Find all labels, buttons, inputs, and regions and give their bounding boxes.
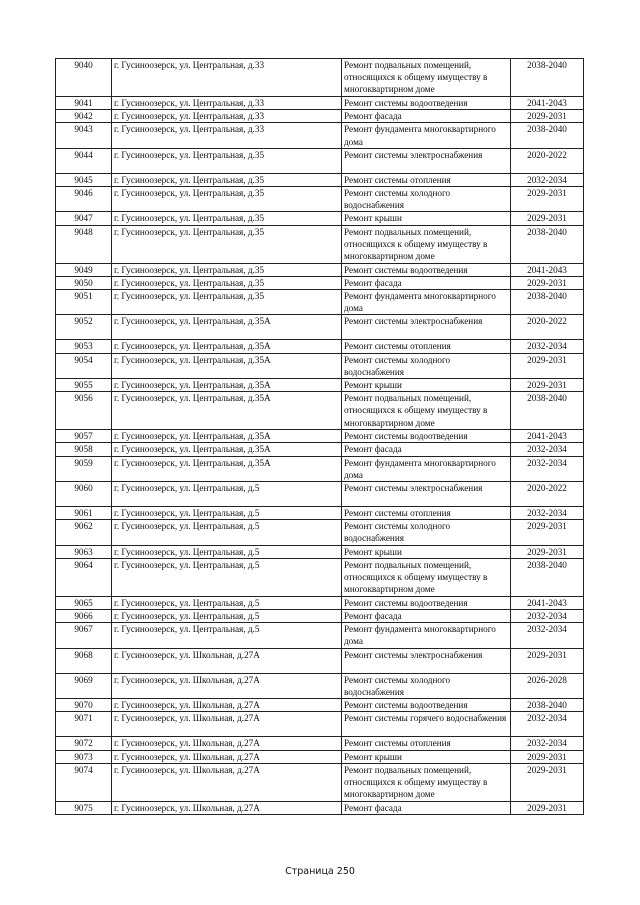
work-type-cell: Ремонт системы отопления — [342, 340, 511, 353]
address-cell: г. Гусиноозерск, ул. Центральная, д.35 — [112, 225, 342, 263]
period-cell: 2029-2031 — [511, 212, 584, 225]
work-type-cell: Ремонт системы холодного водоснабжения — [342, 353, 511, 378]
period-cell: 2032-2034 — [511, 443, 584, 456]
address-cell: г. Гусиноозерск, ул. Центральная, д.5 — [112, 545, 342, 558]
row-number: 9040 — [56, 59, 112, 97]
work-type-cell: Ремонт системы водоотведения — [342, 97, 511, 110]
address-cell: г. Гусиноозерск, ул. Центральная, д.35 — [112, 173, 342, 186]
table-row — [56, 276, 584, 289]
row-number: 9045 — [56, 173, 112, 186]
period-cell: 2029-2031 — [511, 801, 584, 814]
table-row — [56, 430, 584, 443]
period-cell: 2038-2040 — [511, 392, 584, 430]
period-cell: 2032-2034 — [511, 610, 584, 623]
table-row — [56, 750, 584, 763]
row-number: 9046 — [56, 187, 112, 212]
work-type-cell: Ремонт системы водоотведения — [342, 430, 511, 443]
work-type-cell: Ремонт подвальных помещений, относящихся к общему имуществу в многоквартирном доме — [342, 59, 511, 97]
table-row — [56, 443, 584, 456]
address-cell: г. Гусиноозерск, ул. Центральная, д.33 — [112, 97, 342, 110]
table-row — [56, 673, 584, 698]
table-row — [56, 507, 584, 520]
table-row — [56, 173, 584, 186]
address-cell: г. Гусиноозерск, ул. Центральная, д.5 — [112, 596, 342, 609]
period-cell: 2029-2031 — [511, 187, 584, 212]
row-number: 9055 — [56, 379, 112, 392]
table-row — [56, 596, 584, 609]
address-cell: г. Гусиноозерск, ул. Центральная, д.5 — [112, 482, 342, 507]
work-type-cell: Ремонт системы холодного водоснабжения — [342, 187, 511, 212]
period-cell: 2020-2022 — [511, 482, 584, 507]
period-cell: 2029-2031 — [511, 379, 584, 392]
work-type-cell: Ремонт фундамента многоквартирного дома — [342, 456, 511, 481]
work-type-cell: Ремонт системы холодного водоснабжения — [342, 520, 511, 545]
work-type-cell: Ремонт системы электроснабжения — [342, 482, 511, 507]
address-cell: г. Гусиноозерск, ул. Школьная, д.27А — [112, 673, 342, 698]
table-row — [56, 699, 584, 712]
period-cell: 2032-2034 — [511, 712, 584, 737]
table-row — [56, 212, 584, 225]
table-row — [56, 148, 584, 173]
table-row — [56, 123, 584, 148]
table-row — [56, 110, 584, 123]
period-cell: 2038-2040 — [511, 558, 584, 596]
table-row — [56, 545, 584, 558]
work-type-cell: Ремонт фасада — [342, 443, 511, 456]
work-type-cell: Ремонт системы отопления — [342, 507, 511, 520]
period-cell: 2038-2040 — [511, 225, 584, 263]
period-cell: 2038-2040 — [511, 123, 584, 148]
table-row — [56, 482, 584, 507]
work-type-cell: Ремонт системы электроснабжения — [342, 648, 511, 673]
table-row — [56, 59, 584, 97]
row-number: 9075 — [56, 801, 112, 814]
row-number: 9074 — [56, 763, 112, 801]
period-cell: 2029-2031 — [511, 545, 584, 558]
period-cell: 2032-2034 — [511, 173, 584, 186]
period-cell: 2038-2040 — [511, 699, 584, 712]
address-cell: г. Гусиноозерск, ул. Центральная, д.5 — [112, 623, 342, 648]
address-cell: г. Гусиноозерск, ул. Центральная, д.33 — [112, 59, 342, 97]
row-number: 9060 — [56, 482, 112, 507]
address-cell: г. Гусиноозерск, ул. Школьная, д.27А — [112, 712, 342, 737]
row-number: 9063 — [56, 545, 112, 558]
row-number: 9065 — [56, 596, 112, 609]
row-number: 9064 — [56, 558, 112, 596]
row-number: 9050 — [56, 276, 112, 289]
table-row — [56, 520, 584, 545]
table-row — [56, 648, 584, 673]
work-type-cell: Ремонт крыши — [342, 212, 511, 225]
row-number: 9052 — [56, 315, 112, 340]
period-cell: 2038-2040 — [511, 290, 584, 315]
work-type-cell: Ремонт системы электроснабжения — [342, 315, 511, 340]
address-cell: г. Гусиноозерск, ул. Школьная, д.27А — [112, 750, 342, 763]
page-number: Страница 250 — [285, 866, 355, 877]
work-type-cell: Ремонт системы холодного водоснабжения — [342, 673, 511, 698]
table-row — [56, 315, 584, 340]
table-row — [56, 623, 584, 648]
work-type-cell: Ремонт системы водоотведения — [342, 699, 511, 712]
period-cell: 2032-2034 — [511, 507, 584, 520]
table-row — [56, 610, 584, 623]
period-cell: 2029-2031 — [511, 520, 584, 545]
table-row — [56, 558, 584, 596]
period-cell: 2041-2043 — [511, 596, 584, 609]
row-number: 9066 — [56, 610, 112, 623]
period-cell: 2026-2028 — [511, 673, 584, 698]
work-type-cell: Ремонт системы водоотведения — [342, 263, 511, 276]
address-cell: г. Гусиноозерск, ул. Центральная, д.35 — [112, 187, 342, 212]
period-cell: 2020-2022 — [511, 315, 584, 340]
row-number: 9047 — [56, 212, 112, 225]
address-cell: г. Гусиноозерск, ул. Центральная, д.33 — [112, 110, 342, 123]
work-type-cell: Ремонт крыши — [342, 750, 511, 763]
address-cell: г. Гусиноозерск, ул. Центральная, д.35А — [112, 430, 342, 443]
row-number: 9048 — [56, 225, 112, 263]
address-cell: г. Гусиноозерск, ул. Центральная, д.35А — [112, 353, 342, 378]
address-cell: г. Гусиноозерск, ул. Школьная, д.27А — [112, 737, 342, 750]
period-cell: 2041-2043 — [511, 263, 584, 276]
table-row — [56, 187, 584, 212]
work-type-cell: Ремонт фасада — [342, 110, 511, 123]
row-number: 9051 — [56, 290, 112, 315]
period-cell: 2029-2031 — [511, 110, 584, 123]
work-type-cell: Ремонт системы отопления — [342, 737, 511, 750]
address-cell: г. Гусиноозерск, ул. Центральная, д.35А — [112, 443, 342, 456]
repair-schedule-table — [55, 58, 584, 815]
table-row — [56, 763, 584, 801]
table-row — [56, 340, 584, 353]
work-type-cell: Ремонт подвальных помещений, относящихся к общему имуществу в многоквартирном доме — [342, 225, 511, 263]
address-cell: г. Гусиноозерск, ул. Центральная, д.5 — [112, 558, 342, 596]
row-number: 9061 — [56, 507, 112, 520]
work-type-cell: Ремонт подвальных помещений, относящихся к общему имуществу в многоквартирном доме — [342, 558, 511, 596]
period-cell: 2029-2031 — [511, 750, 584, 763]
table-row — [56, 263, 584, 276]
address-cell: г. Гусиноозерск, ул. Школьная, д.27А — [112, 648, 342, 673]
period-cell: 2041-2043 — [511, 430, 584, 443]
period-cell: 2029-2031 — [511, 276, 584, 289]
address-cell: г. Гусиноозерск, ул. Школьная, д.27А — [112, 763, 342, 801]
table-row — [56, 290, 584, 315]
row-number: 9073 — [56, 750, 112, 763]
address-cell: г. Гусиноозерск, ул. Центральная, д.35А — [112, 392, 342, 430]
address-cell: г. Гусиноозерск, ул. Центральная, д.5 — [112, 507, 342, 520]
address-cell: г. Гусиноозерск, ул. Центральная, д.35 — [112, 263, 342, 276]
address-cell: г. Гусиноозерск, ул. Центральная, д.35 — [112, 212, 342, 225]
table-row — [56, 456, 584, 481]
period-cell: 2038-2040 — [511, 59, 584, 97]
address-cell: г. Гусиноозерск, ул. Школьная, д.27А — [112, 801, 342, 814]
address-cell: г. Гусиноозерск, ул. Центральная, д.35А — [112, 340, 342, 353]
row-number: 9059 — [56, 456, 112, 481]
row-number: 9043 — [56, 123, 112, 148]
address-cell: г. Гусиноозерск, ул. Центральная, д.35А — [112, 456, 342, 481]
table-row — [56, 801, 584, 814]
table-row — [56, 97, 584, 110]
row-number: 9044 — [56, 148, 112, 173]
work-type-cell: Ремонт фундамента многоквартирного дома — [342, 123, 511, 148]
row-number: 9071 — [56, 712, 112, 737]
period-cell: 2041-2043 — [511, 97, 584, 110]
work-type-cell: Ремонт фундамента многоквартирного дома — [342, 623, 511, 648]
table-row — [56, 392, 584, 430]
row-number: 9062 — [56, 520, 112, 545]
table-row — [56, 353, 584, 378]
row-number: 9042 — [56, 110, 112, 123]
table-body — [56, 59, 584, 815]
work-type-cell: Ремонт фундамента многоквартирного дома — [342, 290, 511, 315]
period-cell: 2029-2031 — [511, 353, 584, 378]
work-type-cell: Ремонт крыши — [342, 379, 511, 392]
table-row — [56, 225, 584, 263]
row-number: 9057 — [56, 430, 112, 443]
work-type-cell: Ремонт системы горячего водоснабжения — [342, 712, 511, 737]
work-type-cell: Ремонт подвальных помещений, относящихся к общему имуществу в многоквартирном доме — [342, 763, 511, 801]
period-cell: 2032-2034 — [511, 456, 584, 481]
work-type-cell: Ремонт фасада — [342, 801, 511, 814]
row-number: 9053 — [56, 340, 112, 353]
period-cell: 2029-2031 — [511, 648, 584, 673]
work-type-cell: Ремонт системы отопления — [342, 173, 511, 186]
work-type-cell: Ремонт системы электроснабжения — [342, 148, 511, 173]
row-number: 9072 — [56, 737, 112, 750]
work-type-cell: Ремонт крыши — [342, 545, 511, 558]
address-cell: г. Гусиноозерск, ул. Центральная, д.35А — [112, 379, 342, 392]
address-cell: г. Гусиноозерск, ул. Центральная, д.5 — [112, 520, 342, 545]
period-cell: 2032-2034 — [511, 340, 584, 353]
address-cell: г. Гусиноозерск, ул. Центральная, д.35 — [112, 276, 342, 289]
period-cell: 2029-2031 — [511, 763, 584, 801]
row-number: 9069 — [56, 673, 112, 698]
row-number: 9058 — [56, 443, 112, 456]
table-row — [56, 737, 584, 750]
period-cell: 2032-2034 — [511, 737, 584, 750]
row-number: 9070 — [56, 699, 112, 712]
work-type-cell: Ремонт фасада — [342, 276, 511, 289]
work-type-cell: Ремонт системы водоотведения — [342, 596, 511, 609]
row-number: 9067 — [56, 623, 112, 648]
work-type-cell: Ремонт подвальных помещений, относящихся к общему имуществу в многоквартирном доме — [342, 392, 511, 430]
work-type-cell: Ремонт фасада — [342, 610, 511, 623]
row-number: 9056 — [56, 392, 112, 430]
period-cell: 2020-2022 — [511, 148, 584, 173]
table-row — [56, 379, 584, 392]
address-cell: г. Гусиноозерск, ул. Центральная, д.35 — [112, 290, 342, 315]
row-number: 9054 — [56, 353, 112, 378]
row-number: 9068 — [56, 648, 112, 673]
address-cell: г. Гусиноозерск, ул. Школьная, д.27А — [112, 699, 342, 712]
table-row — [56, 712, 584, 737]
period-cell: 2032-2034 — [511, 623, 584, 648]
row-number: 9041 — [56, 97, 112, 110]
row-number: 9049 — [56, 263, 112, 276]
address-cell: г. Гусиноозерск, ул. Центральная, д.35 — [112, 148, 342, 173]
address-cell: г. Гусиноозерск, ул. Центральная, д.33 — [112, 123, 342, 148]
address-cell: г. Гусиноозерск, ул. Центральная, д.5 — [112, 610, 342, 623]
address-cell: г. Гусиноозерск, ул. Центральная, д.35А — [112, 315, 342, 340]
